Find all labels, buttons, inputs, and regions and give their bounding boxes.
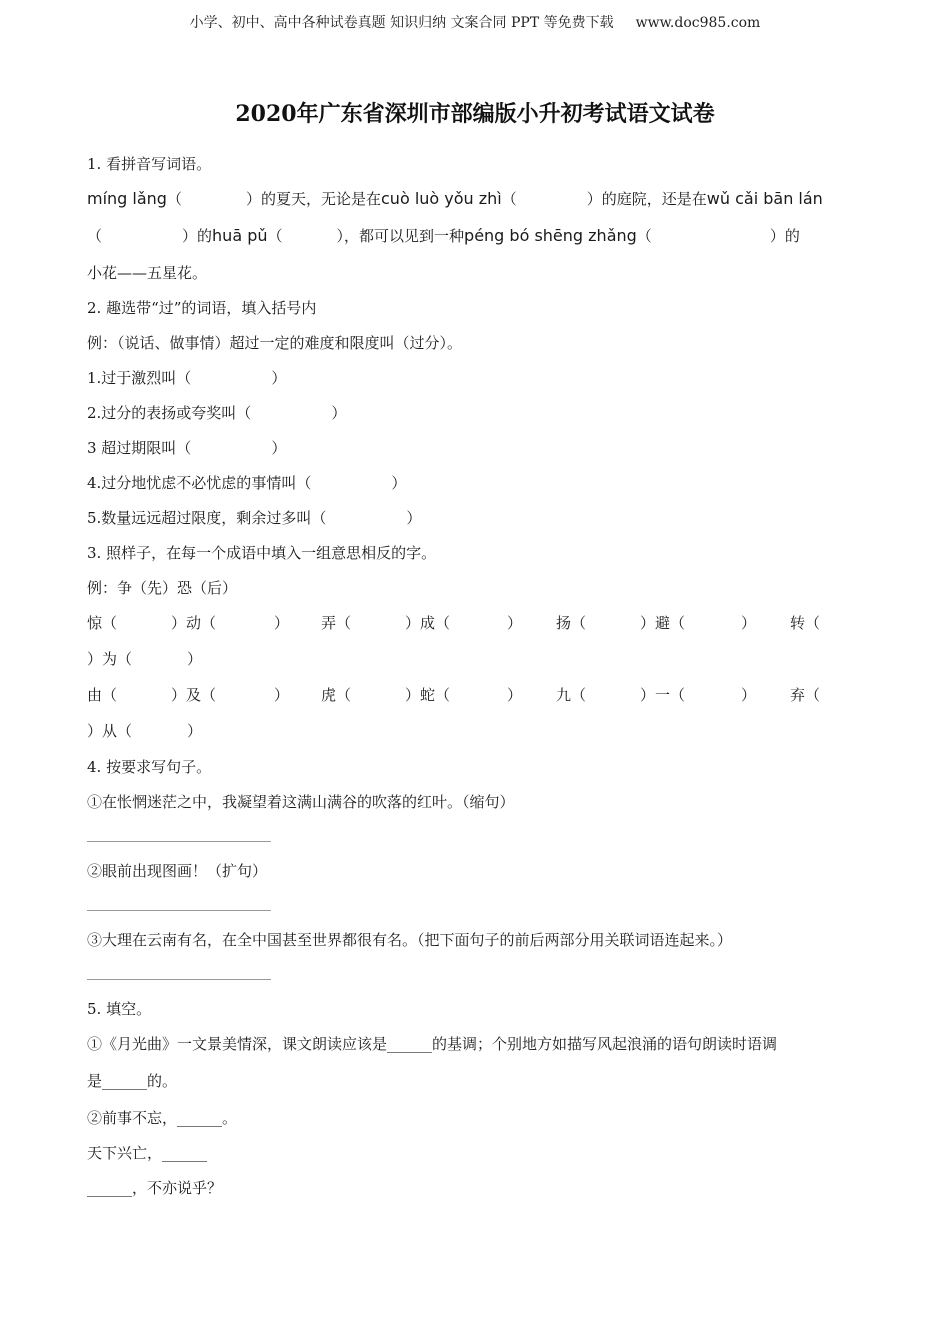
q2-item: 1.过于激烈叫（ ） <box>87 369 287 387</box>
q2-item: 2.过分的表扬或夸奖叫（ ） <box>87 404 347 422</box>
q4-sentence-1: ①在怅惘迷茫之中，我凝望着这满山满谷的吹落的红叶。（缩句） <box>87 793 515 811</box>
q5-line-3: ②前事不忘，______。 <box>87 1109 238 1127</box>
pinyin: míng lǎng <box>87 189 167 208</box>
page-header <box>0 12 950 32</box>
q3-example: 例：争（先）恐（后） <box>87 579 238 597</box>
q3-row-1: 惊（ ）动（ ） 弄（ ）成（ ） 扬（ ）避（ ） 转（ <box>87 614 821 632</box>
answer-line[interactable] <box>87 963 867 997</box>
q2-stem: 2. 趣选带“过”的词语，填入括号内 <box>87 299 317 317</box>
q4-stem: 4. 按要求写句子。 <box>87 758 212 776</box>
exam-content <box>87 152 867 1211</box>
q4-sentence-3: ③大理在云南有名，在全中国甚至世界都很有名。（把下面句子的前后两部分用关联词语连起来。） <box>87 931 733 949</box>
q3-stem: 3. 照样子，在每一个成语中填入一组意思相反的字。 <box>87 544 437 562</box>
q5-stem: 5. 填空。 <box>87 1000 152 1018</box>
header-text: 小学、初中、高中各种试卷真题 知识归纳 文案合同 PPT 等免费下载 <box>189 15 614 31</box>
q2-item: 3 超过期限叫（ ） <box>87 439 287 457</box>
pinyin: wǔ cǎi bān lán <box>706 189 823 208</box>
header-site[interactable]: www.doc985.com <box>635 15 761 31</box>
q1-line-1: míng lǎng（ ）的夏天，无论是在cuò luò yǒu zhì（ ）的庭院，还是在wǔ cǎi bān lán <box>87 189 823 208</box>
pinyin: huā pǔ <box>212 226 268 245</box>
q4-sentence-2: ②眼前出现图画！（扩句） <box>87 862 268 880</box>
q3-row-2b: ）从（ ） <box>87 722 203 740</box>
answer-line[interactable] <box>87 825 867 859</box>
q1-line-3: 小花——五星花。 <box>87 264 208 282</box>
pinyin: péng bó shēng zhǎng <box>464 226 637 245</box>
q5-line-1: ①《月光曲》一文景美情深，课文朗读应该是______的基调；个别地方如描写风起浪涌的语句朗读时语调 <box>87 1035 778 1053</box>
q1-line-2: （ ）的huā pǔ（ ），都可以见到一种péng bó shēng zhǎng（ ）的 <box>87 226 800 245</box>
page-title: 2020年广东省深圳市部编版小升初考试语文试卷 <box>235 101 715 127</box>
q1-stem: 1. 看拼音写词语。 <box>87 155 212 173</box>
q2-item: 4.过分地忧虑不必忧虑的事情叫（ ） <box>87 474 407 492</box>
q2-item: 5.数量远远超过限度，剩余过多叫（ ） <box>87 509 422 527</box>
q5-line-2: 是______的。 <box>87 1072 178 1090</box>
q3-row-2: 由（ ）及（ ） 虎（ ）蛇（ ） 九（ ）一（ ） 弃（ <box>87 686 821 704</box>
answer-line[interactable] <box>87 894 867 928</box>
q2-example: 例：（说话、做事情）超过一定的难度和限度叫（过分）。 <box>87 334 463 352</box>
q3-row-1b: ）为（ ） <box>87 650 203 668</box>
q5-line-4: 天下兴亡，______ <box>87 1144 208 1162</box>
q5-line-5: ______，不亦说乎？ <box>87 1179 223 1197</box>
pinyin: cuò luò yǒu zhì <box>381 189 502 208</box>
